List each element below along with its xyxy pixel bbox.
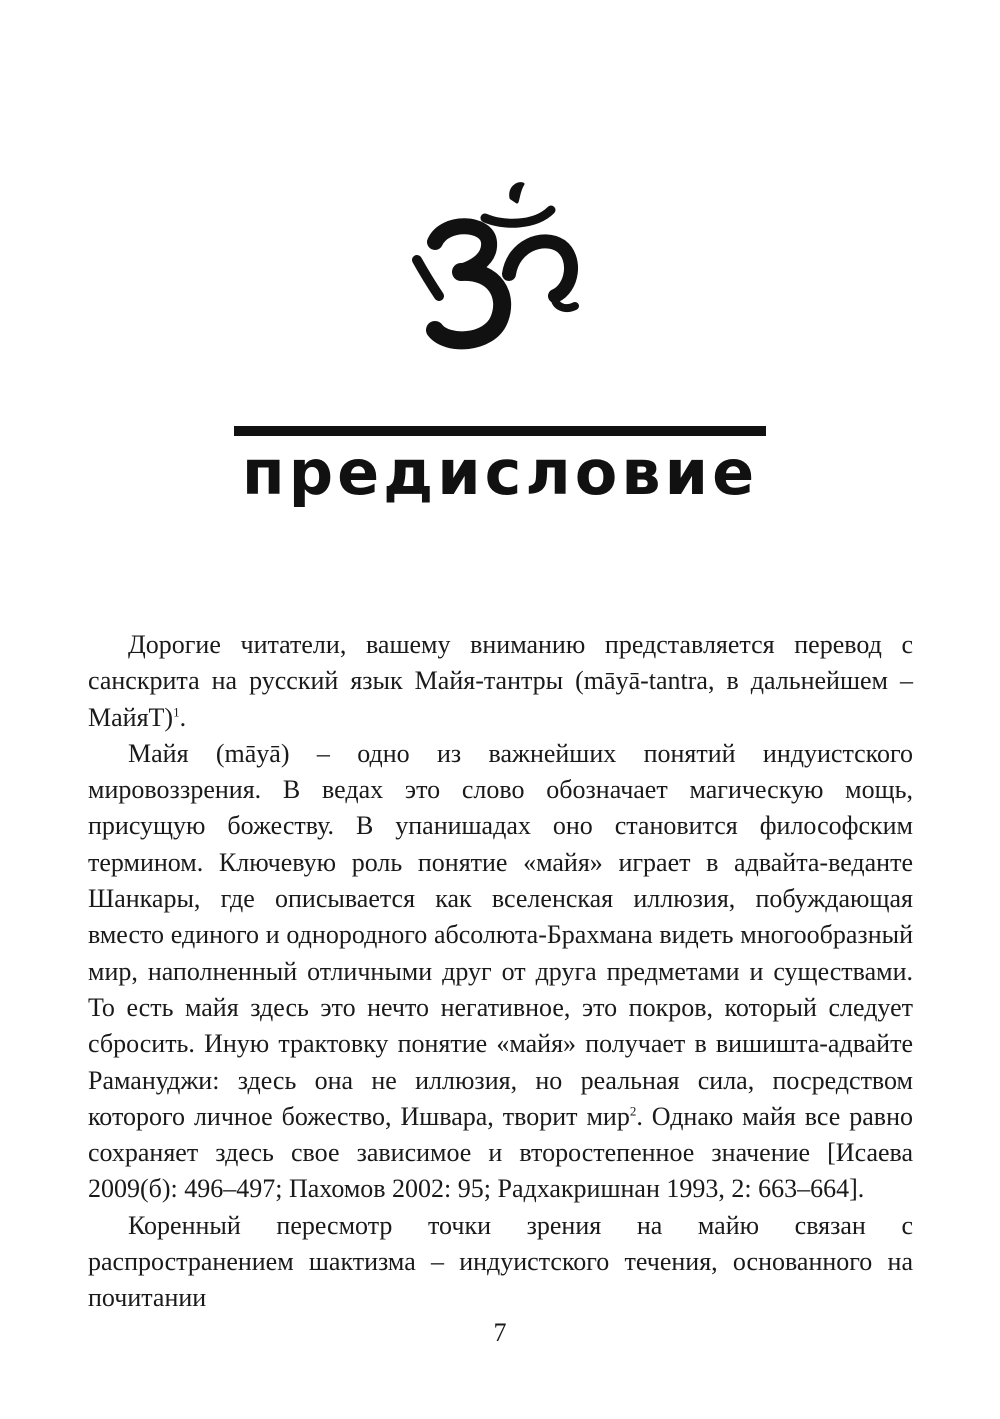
paragraph-2 <box>88 736 913 1208</box>
heading-top-bar <box>234 426 766 436</box>
chapter-title-text: предисловие <box>241 436 759 509</box>
body-text <box>88 627 913 1317</box>
page-number: 7 <box>493 1318 507 1347</box>
paragraph-3: Коренный пересмотр точки зрения на майю связан с распространением шактизма – индуистского течения, основанного на почитании <box>88 1210 913 1313</box>
paragraph-2-text: Майя (māyā) – одно из важнейших понятий индуистского мировоззрения. В ведах это слово обозначает магическую мощь, присущую божеству. В упанишадах оно становится философским термином. Ключевую роль понятие «майя» играет в адвайта-веданте Шанкары, где описывается как вселенская иллюзия, побуждающая вместо единого и однородного абсолюта-Брахмана видеть многообразный мир, наполненный отличными друг от друга предметами и существами. То есть майя здесь это нечто негативное, это покров, который следует сбросить. Иную трактовку понятие «майя» получает в вишишта-адвайте Рамануджи: здесь она не иллюзия, но реальная сила, посредством которого личное божество, Ишвара, творит мир <box>88 738 913 1131</box>
footnote-ref-2[interactable]: 2 <box>629 1103 637 1119</box>
chapter-title <box>241 426 759 509</box>
paragraph-2-end: . Однако майя все равно сохраняет здесь свое зависимое и второстепенное значение [Исаева 2009(б): 496–497; Пахомов 2002: 95; Радхакришнан 1993, 2: 663–664]. <box>88 1101 913 1204</box>
paragraph-1-text: Дорогие читатели, вашему вниманию представляется перевод с санскрита на русский язык Майя-тантры (māyā-tantra, в дальнейшем – МайяТ) <box>88 630 913 732</box>
footnote-ref-1[interactable]: 1 <box>173 703 180 719</box>
paragraph-1 <box>88 627 913 736</box>
om-symbol-icon <box>405 180 590 355</box>
chapter-heading <box>0 420 1000 510</box>
paragraph-1-end: . <box>179 702 187 732</box>
